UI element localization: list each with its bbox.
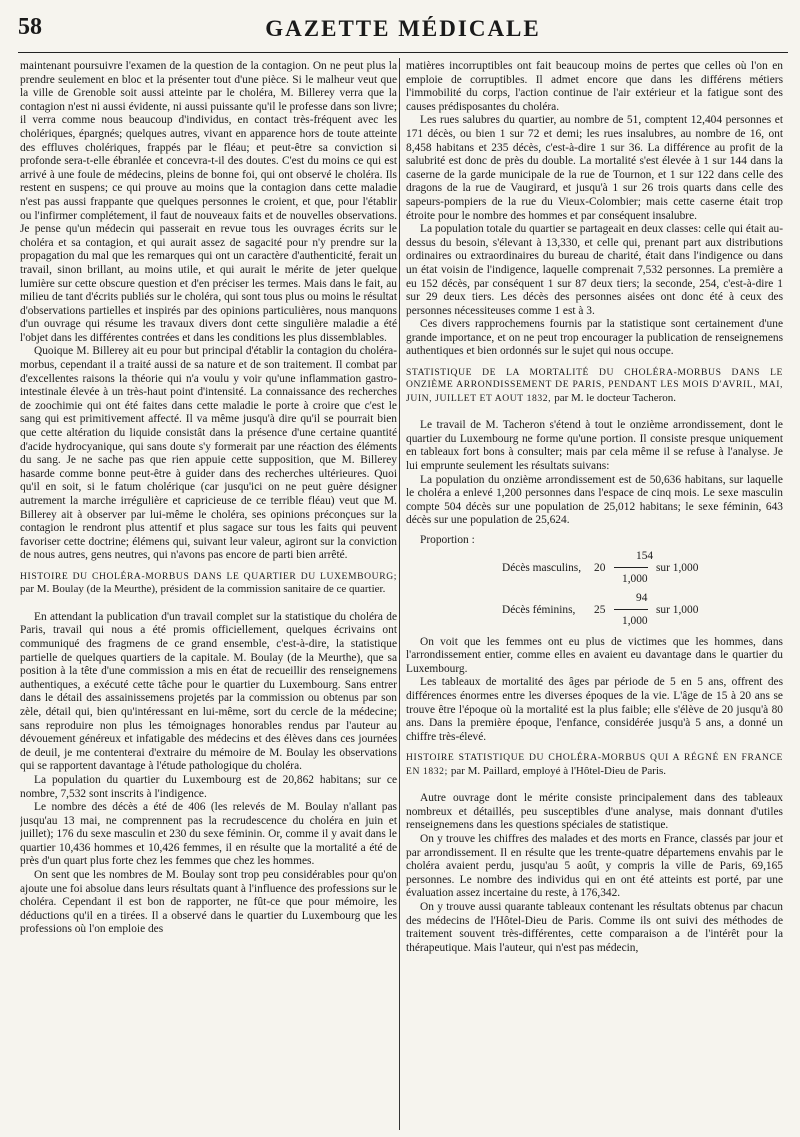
fraction-bar bbox=[614, 609, 648, 610]
paragraph: matières incorruptibles ont fait beaucoup moins de pertes que celles où l'on en emploie de corruptibles. Il admet encore que dans les différens métiers l'immobilité du corps, l'action continue de l'air extérieur et la fatigue sont des causes prédisposantes du choléra. bbox=[406, 60, 783, 113]
paragraph: La population du onzième arrondissement est de 50,636 habitans, sur laquelle le choléra a enlevé 1,200 personnes dans l'espace de cinq mois. Le sexe masculin compte 504 décès sur une population de 25,012 habitans; le sexe féminin, 643 décès sur une population de 25,624. bbox=[406, 473, 783, 527]
ratio-label: Décès féminins, bbox=[502, 603, 576, 616]
column-divider bbox=[399, 58, 400, 1130]
paragraph: La population totale du quartier se partageait en deux classes: celle qui était au-dessus du besoin, s'élevant à 13,330, et celle qui, prenant part aux distributions ordinaires ou extraordinaires du bureau de charité, était dans l'indigence ou dans un état voisin de l'indigence, laquelle comprenait 7,532 personnes. La première a eu 152 décès, par conséquent 1 sur 87 deux tiers; la seconde, 254, c'est-à-dire 1 sur 29 deux tiers. Les décès des personnes aisées ont donc été à ceux des personnes nécessiteuses comme 1 est à 3. bbox=[406, 223, 783, 317]
ratio-coefficient: 20 bbox=[594, 561, 606, 574]
right-column bbox=[406, 60, 783, 1134]
section-heading-luxembourg bbox=[20, 571, 397, 597]
section-title-text: HISTOIRE DU CHOLÉRA-MORBUS DANS LE QUARTIER DU LUXEMBOURG; bbox=[20, 570, 397, 582]
ratio-numerator: 94 bbox=[636, 591, 648, 604]
paragraph: On sent que les nombres de M. Boulay sont trop peu considérables pour qu'on ajoute une foi absolue dans leurs résultats quant à l'influence des professions sur le choléra. Cependant il est bon de rapporter, ne fût-ce que pour mémoire, les déductions qu'il en a tirées. Il a observé dans le quartier du Luxembourg que les professions où l'on emploie des bbox=[20, 869, 397, 936]
male-death-ratio bbox=[406, 549, 783, 586]
section-heading-paillard bbox=[406, 752, 783, 778]
section-heading-tacheron bbox=[406, 367, 783, 405]
left-column bbox=[20, 60, 397, 1134]
ratio-numerator: 154 bbox=[636, 549, 654, 562]
paragraph: maintenant poursuivre l'examen de la question de la contagion. On ne peut plus la prendre seulement en bloc et la présenter tout d'une pièce. Si le malheur veut que la ville de Grenoble soit aussi atteinte par le choléra, M. Billerey verra que la contagion n'est ni aussi évidente, ni aussi puissante qu'il le professe dans son livre; il verra comme nous beaucoup d'individus, en contact très-fréquent avec les cholériques, épargnés; quelques autres, vivant en apparence hors de toute atteinte des effluves cholériques, frappés par le fléau; et peut-être sa conviction si profonde sera-t-elle ébranlée et concevra-t-il des doutes. C'est du moins ce qui est arrivé à une foule de médecins, pleins de bonne foi, qui ont observé le choléra. Ils restent en suspens; ce qui prouve au moins que la contagion dans cette maladie n'est pas aussi frappante que quelques personnes le croient, et que, pour l'établir ou l'infirmer complétement, il faut de nouveaux faits et de nouvelles observations. Je pense qu'un médecin qui passerait en revue tous les ouvrages écrits sur le choléra et sa contagion, et qui aurait assez de sagacité pour n'y prendre sur la propagation du mal que les remarques qui ont un caractère d'authenticité, ferait un travail, sinon brillant, au moins utile, et qui aurait le mérite de jeter quelque lumière sur cette obscure question et d'en préciser les termes. Mais dans le fait, au milieu de tant d'écrits publiés sur le choléra, qui sont tous plus ou moins le résultat d'observations partielles et inspirés par des opinions particulières, nous manquons d'un ouvrage qui résume les travaux divers dont cette singulière maladie a été l'objet dans les différentes contrées et dans les conditions les plus dissemblables. bbox=[20, 60, 397, 344]
journal-title: GAZETTE MÉDICALE bbox=[265, 16, 541, 41]
section-author: par M. Paillard, employé à l'Hôtel-Dieu de Paris. bbox=[450, 764, 667, 777]
section-title-text: STATISTIQUE DE LA MORTALITÉ DU CHOLÉRA-MORBUS DANS LE ONZIÈME ARRONDISSEMENT DE PARIS, PENDANT LES MOIS D'AVRIL, MAI, JUIN, JUILLET ET AOUT 1832, bbox=[406, 367, 783, 404]
paragraph: On y trouve les chiffres des malades et des morts en France, classés par jour et par arrondissement. Il en résulte que les trente-quatre départemens envahis par le choléra avaient perdu, jusqu'au 5 août, y compris la ville de Paris, 69,165 personnes. Le nombre des individus qui en ont été atteints est porté, par une évaluation assez incertaine du reste, à 176,342. bbox=[406, 832, 783, 900]
ratio-base: sur 1,000 bbox=[656, 561, 699, 574]
proportion-label: Proportion : bbox=[420, 534, 475, 547]
paragraph: Le nombre des décès a été de 406 (les relevés de M. Boulay n'allant pas jusqu'au 13 mai, ne comprennent pas la recrudescence du choléra en juin et juillet); 176 du sexe masculin et 230 du sexe féminin. Or, comme il y avait dans le quartier 10,436 hommes et 10,426 femmes, il en résulte que la mortalité a été de près d'un quart plus forte chez les femmes que chez les hommes. bbox=[20, 801, 397, 868]
page-header bbox=[18, 8, 788, 53]
paragraph: Le travail de M. Tacheron s'étend à tout le onzième arrondissement, dont le quartier du Luxembourg ne forme qu'une portion. Il consiste presque uniquement en tableaux fort bons à consulter; mais par cela même il se refuse à l'analyse. Je lui emprunte seulement les résultats suivans: bbox=[406, 419, 783, 473]
ratio-denominator: 1,000 bbox=[622, 572, 648, 585]
female-death-ratio bbox=[406, 591, 783, 628]
fraction-bar bbox=[614, 567, 648, 568]
paragraph: Les rues salubres du quartier, au nombre de 51, comptent 12,404 personnes et 171 décès, ou bien 1 sur 72 et demi; les rues insalubres, au nombre de 16, ont 8,458 habitans et 235 décès, c'est-à-dire 1 sur 36. La différence au profit de la salubrité est donc de près du double. La mortalité s'est élevée à 1 sur 144 dans la caserne de la garde municipale de la rue de Tournon, et 1 sur 122 dans celle des dragons de la rue de Vaugirard, et jusqu'à 1 sur 26 trois quarts dans celle des sapeurs-pompiers de la rue du Vieux-Colombier; mais cette caserne était trop étroite pour le nombre des hommes et par conséquent insalubre. bbox=[406, 114, 783, 222]
paragraph: La population du quartier du Luxembourg est de 20,862 habitans; sur ce nombre, 7,532 sont inscrits à l'indigence. bbox=[20, 773, 397, 800]
section-author: par M. le docteur Tacheron. bbox=[554, 391, 676, 404]
paragraph: Quoique M. Billerey ait eu pour but principal d'établir la contagion du choléra-morbus, cependant il a traité aussi de sa nature et de son traitement. Il combat par d'excellentes raisons la théorie qui n'a voulu y voir qu'une inflammation gastro-intestinale élevée à un très-haut point d'intensité. La connaissance des recherches de zoochimie qui ont été faites dans cette maladie le porte à croire que c'est le sang qui est primitivement affecté. Il va même jusqu'à dire qu'il se pourrait bien que cette altération du liquide consistât dans la présence d'une certaine quantité d'acide hydrocyanique, qui sans doute s'y formerait par une réaction des éléments du sang. Je ne sache pas que rien appuie cette supposition, que M. Billerey hasarde comme bonne peut-être à guider dans des recherches ultérieures. Quoi qu'il en soit, si le fatum cholérique (car jusqu'ici on ne peut guère désigner autrement la marche irrégulière et capricieuse de ce terrible fléau) veut que M. Billerey ait à observer par lui-même le choléra, ses opinions préconçues sur la contagion le rendront plus attentif et plus sagace sur tous les faits qui peuvent favoriser cette doctrine; élémens qui, suivant leur valeur, agiront sur la conviction de nous autres, gens neutres, qui n'avons pas encore de parti bien arrêté. bbox=[20, 345, 397, 562]
ratio-base: sur 1,000 bbox=[656, 603, 699, 616]
page-number: 58 bbox=[18, 14, 42, 40]
section-title-text: HISTOIRE STATISTIQUE DU CHOLÉRA-MORBUS QUI A RÉGNÉ EN FRANCE EN 1832; bbox=[406, 752, 783, 777]
ratio-coefficient: 25 bbox=[594, 603, 606, 616]
paragraph: En attendant la publication d'un travail complet sur la statistique du choléra de Paris, travail qui nous a été promis officiellement, quelques écrivains ont communiqué des fragmens de ce grand ensemble, c'est-à-dire, la statistique partielle de quelques quartiers de la capitale. M. Boulay (de la Meurthe), que sa position à la tête d'une commission a mis en état de recueillir des renseignemens authentiques, a exécuté cette tâche pour le quartier du Luxembourg. Sans entrer dans le détail des assainissemens projetés par la commission ou obtenus par son zèle, détail qui, bien qu'intéressant en lui-même, sort du cercle de la médecine; sans reproduire non plus les témoignages honorables rendus par l'auteur au dévouement généreux et infatigable des médecins et des élèves dans ces journées de deuil, je me contenterai d'extraire du mémoire de M. Boulay les observations qui se rapportent davantage à l'étude pathologique du choléra. bbox=[20, 610, 397, 773]
ratio-label: Décès masculins, bbox=[502, 561, 582, 574]
section-author: par M. Boulay (de la Meurthe), président de la commission sanitaire de ce quartier. bbox=[20, 583, 386, 596]
paragraph: On y trouve aussi quarante tableaux contenant les résultats obtenus par chacun des médecins de l'Hôtel-Dieu de Paris. Comme ils ont suivi des méthodes de traitement souvent très-différentes, cette comparaison a de l'intérêt pour la thérapeutique. Mais l'auteur, qui n'est pas médecin, bbox=[406, 900, 783, 954]
paragraph: Autre ouvrage dont le mérite consiste principalement dans des tableaux nombreux et détaillés, peu susceptibles d'une analyse, mais donnant d'utiles renseignemens dans les questions spéciales de statistique. bbox=[406, 792, 783, 832]
paragraph: Ces divers rapprochemens fournis par la statistique sont certainement d'une grande importance, et on ne peut trop encourager la publication de renseignemens authentiques et bien ordonnés sur le sujet qui nous occupe. bbox=[406, 318, 783, 358]
paragraph: On voit que les femmes ont eu plus de victimes que les hommes, dans l'arrondissement entier, comme elles en avaient eu davantage dans le quartier du Luxembourg. bbox=[406, 635, 783, 675]
ratio-denominator: 1,000 bbox=[622, 614, 648, 627]
paragraph: Les tableaux de mortalité des âges par période de 5 en 5 ans, offrent des différences énormes entre les diverses époques de la vie. L'âge de 15 à 20 ans se trouve être l'époque où la mortalité est la plus faible; elle s'élève de 20 jusqu'à 80 ans. Dans la première époque, l'enfance, considérée jusqu'à 5 ans, a donné un chiffre très-élevé. bbox=[406, 676, 783, 743]
